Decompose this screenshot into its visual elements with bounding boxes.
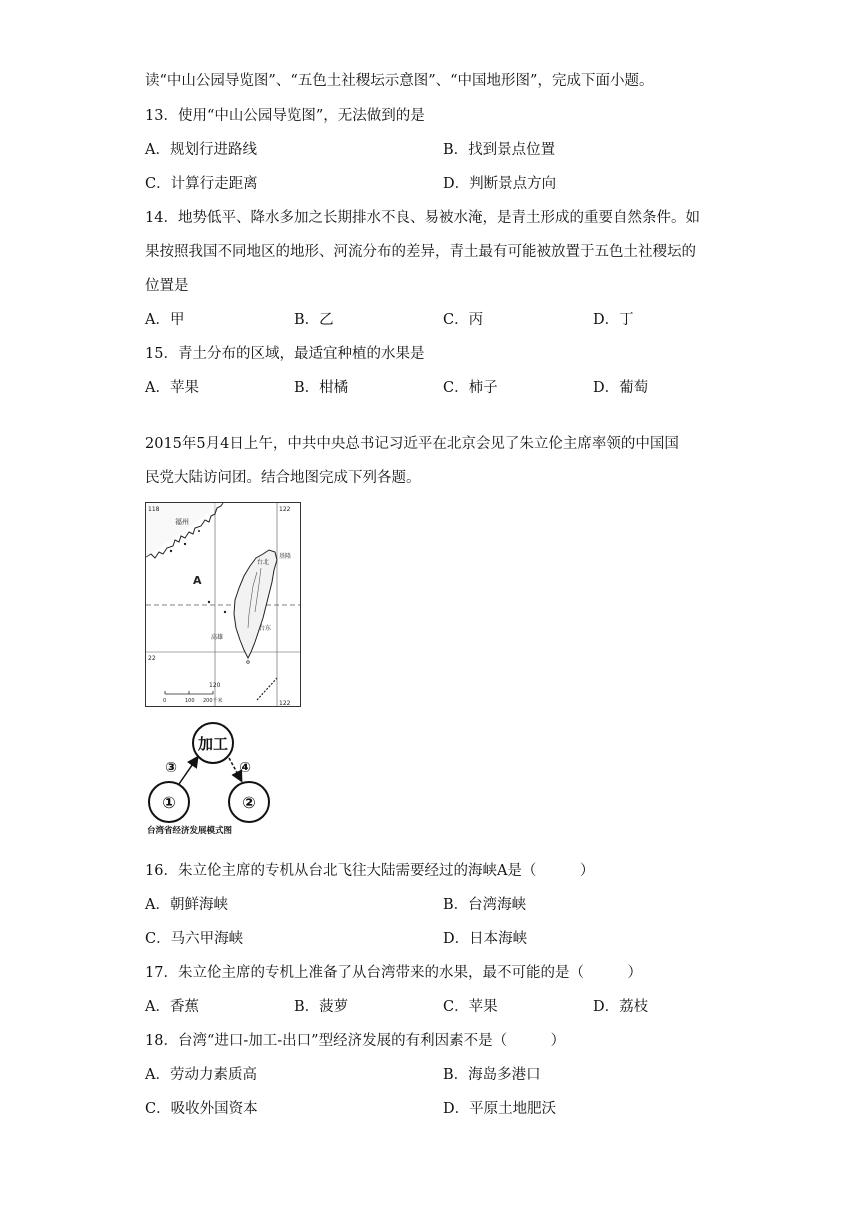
q17-option-d: D．荔枝 [593, 999, 649, 1015]
q15-option-d: D．葡萄 [593, 380, 649, 396]
question-14-stem-3: 位置是 [145, 278, 189, 294]
q17-option-b: B．菠萝 [294, 999, 349, 1015]
city-taidong: 台东 [259, 625, 272, 632]
q14-option-d: D．丁 [593, 312, 634, 328]
lon-label-120: 120 [209, 682, 221, 689]
scale-0: 0 [163, 698, 167, 704]
intro-text-2-line-2: 民党大陆访问团。结合地图完成下列各题。 [145, 470, 421, 486]
diagram-caption: 台湾省经济发展模式图 [147, 826, 233, 836]
arrow-4-label: ④ [239, 760, 251, 776]
question-14-stem-2: 果按照我国不同地区的地形、河流分布的差异，青土最有可能被放置于五色土社稷坛的 [145, 244, 696, 260]
q14-option-c: C．丙 [443, 312, 484, 328]
process-label: 加工 [197, 735, 229, 753]
q17-option-c: C．苹果 [443, 999, 498, 1015]
q15-option-b: B．柑橘 [294, 380, 349, 396]
question-14-stem-1: 14．地势低平、降水多加之长期排水不良、易被水淹，是青土形成的重要自然条件。如 [145, 210, 700, 226]
taiwan-map [145, 502, 301, 707]
q18-option-c: C．吸收外国资本 [145, 1101, 258, 1117]
q13-option-a: A．规划行进路线 [145, 142, 257, 158]
question-15-stem: 15．青土分布的区域，最适宜种植的水果是 [145, 346, 425, 362]
q17-option-a: A．香蕉 [145, 999, 199, 1015]
question-13-stem: 13．使用“中山公园导览图”，无法做到的是 [145, 108, 425, 124]
city-jilong: 基隆 [279, 553, 292, 560]
economic-model-diagram [145, 718, 285, 836]
lon-label-118: 118 [148, 506, 160, 513]
q14-option-b: B．乙 [294, 312, 334, 328]
arrow-3-label: ③ [165, 760, 177, 776]
q13-option-b: B．找到景点位置 [443, 142, 556, 158]
scale-200km: 200千米 [203, 698, 223, 704]
strait-a-label: A [193, 574, 202, 587]
node-1-label: ① [162, 793, 176, 812]
lon-label-122-bottom: 122 [279, 700, 291, 707]
city-fuzhou: 福州 [175, 518, 189, 526]
q18-option-a: A．劳动力素质高 [145, 1067, 257, 1083]
q13-option-d: D．判断景点方向 [443, 176, 557, 192]
question-18-stem: 18．台湾“进口-加工-出口”型经济发展的有利因素不是（ ） [145, 1033, 566, 1049]
intro-text-1: 读“中山公园导览图”、“五色土社稷坛示意图”、“中国地形图”，完成下面小题。 [145, 73, 654, 89]
scale-100: 100 [185, 698, 195, 704]
q16-option-b: B．台湾海峡 [443, 897, 527, 913]
q16-option-a: A．朝鲜海峡 [145, 897, 228, 913]
q16-option-d: D．日本海峡 [443, 931, 528, 947]
q18-option-d: D．平原土地肥沃 [443, 1101, 557, 1117]
q18-option-b: B．海岛多港口 [443, 1067, 541, 1083]
city-taipei: 台北 [257, 559, 270, 566]
q15-option-a: A．苹果 [145, 380, 199, 396]
question-16-stem: 16．朱立伦主席的专机从台北飞往大陆需要经过的海峡A是（ ） [145, 863, 595, 879]
city-gaoxiong: 高雄 [211, 634, 224, 641]
lat-label-22: 22 [148, 655, 156, 662]
node-2-label: ② [242, 793, 256, 812]
q15-option-c: C．柿子 [443, 380, 498, 396]
question-17-stem: 17．朱立伦主席的专机上准备了从台湾带来的水果，最不可能的是（ ） [145, 965, 642, 981]
q16-option-c: C．马六甲海峡 [145, 931, 244, 947]
q13-option-c: C．计算行走距离 [145, 176, 258, 192]
q14-option-a: A．甲 [145, 312, 185, 328]
lon-label-122: 122 [279, 506, 291, 513]
intro-text-2-line-1: 2015年5月4日上午，中共中央总书记习近平在北京会见了朱立伦主席率领的中国国 [145, 436, 679, 452]
